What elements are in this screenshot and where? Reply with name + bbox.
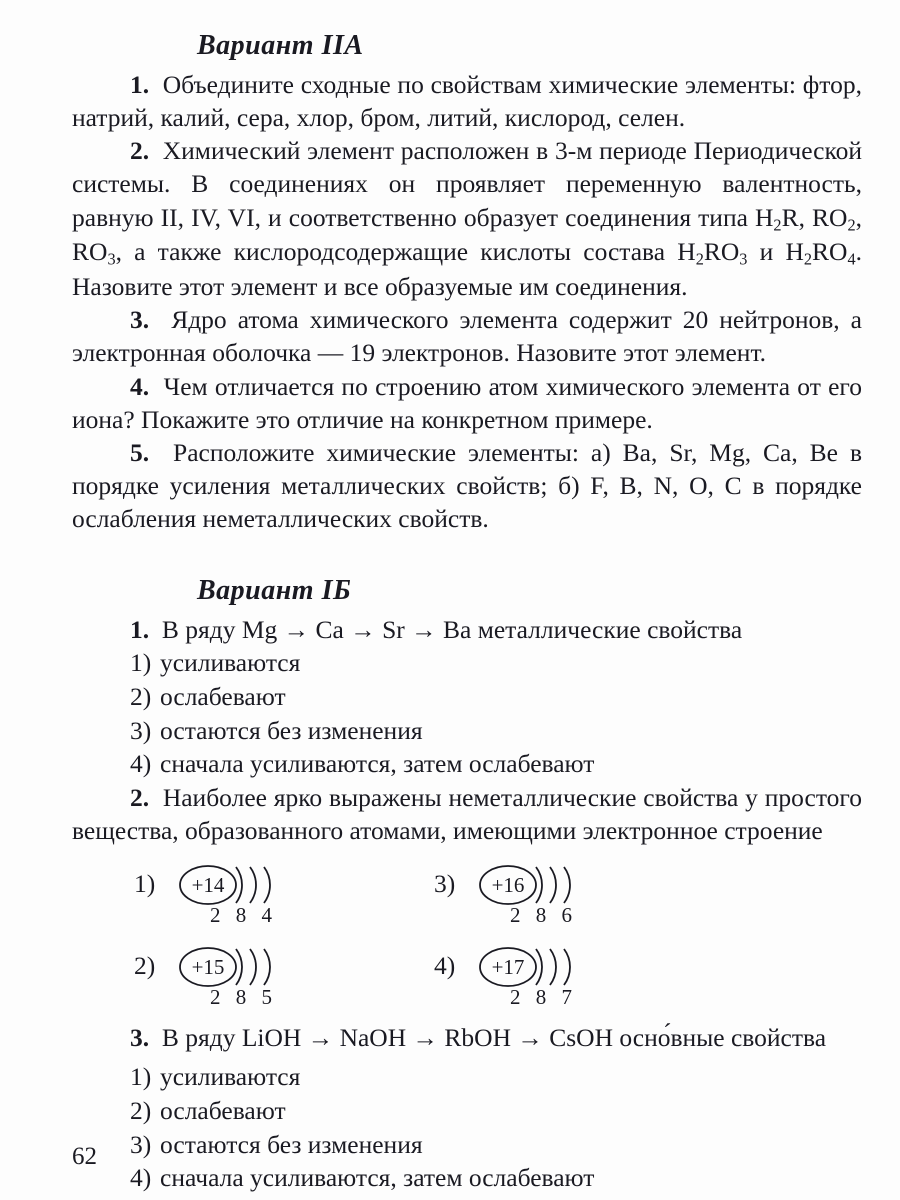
option-marker: 2) [130, 1096, 152, 1126]
formula-subscript: 3 [107, 249, 116, 269]
task-4 [72, 370, 862, 436]
atom-diagram [474, 945, 624, 1011]
option-marker: 4) [130, 749, 152, 779]
option-label: усиливаются [160, 1062, 301, 1092]
task-text-part: Химический элемент расположен в 3-м периоде Периодической системы. В соединениях он проявляет переменную валентность, равную II, IV, VI, и соответственно образует соединения типа H [72, 136, 862, 232]
task-text-part: и H [747, 237, 804, 267]
page-number: 62 [72, 1143, 97, 1170]
task-5 [72, 436, 862, 535]
option-marker: 1) [134, 869, 156, 899]
atom-option-2[interactable] [134, 945, 434, 1011]
nucleus-charge: +16 [491, 873, 525, 898]
task-3 [72, 303, 862, 369]
task-text-part: . Назовите этот элемент и все образуемые им соединения. [72, 237, 863, 302]
task-text-part: RO [812, 237, 848, 267]
option-marker: 4) [130, 1163, 152, 1193]
atom-diagram [174, 863, 324, 929]
nucleus-charge: +15 [191, 955, 225, 980]
question-1 [72, 613, 862, 646]
section-heading-variant-1b: Вариант IБ [197, 575, 352, 607]
atom-diagram [474, 863, 624, 929]
option-marker: 2) [130, 682, 152, 712]
question-number: 1. [130, 615, 150, 645]
question-3-options [72, 1060, 862, 1195]
option-label: ослабевают [160, 1096, 286, 1126]
task-text: Расположите химические элементы: а) Ba, Sr, Mg, Ca, Be в порядке усиления металлических свойств; б) F, B, N, O, C в порядке ослабления неметаллических свойств. [72, 437, 862, 534]
task-number: 5. [130, 437, 150, 467]
option-marker: 3) [130, 1129, 152, 1159]
formula-subscript: 3 [739, 249, 748, 269]
atom-option-3[interactable] [434, 863, 734, 929]
task-text: Ядро атома химического элемента содержит 20 нейтронов, а электронная оболочка — 19 электронов. Назовите этот элемент. [72, 305, 863, 368]
task-2 [72, 134, 862, 303]
option-item[interactable] [72, 1128, 862, 1162]
question-2 [72, 781, 862, 847]
option-label: сначала усиливаются, затем ослабевают [160, 749, 595, 779]
option-marker: 1) [130, 1062, 152, 1092]
option-item[interactable] [72, 1161, 862, 1195]
section-heading-variant-2a: Вариант IIА [197, 30, 364, 61]
option-marker: 4) [434, 951, 456, 981]
option-label: остаются без изменения [160, 1129, 423, 1159]
option-marker: 2) [134, 951, 156, 981]
atom-option-4[interactable] [434, 945, 734, 1011]
option-marker: 3) [434, 869, 456, 899]
question-text: В ряду LiOH → NaOH → RbOH → CsOH осно́вные свойства [161, 1023, 827, 1053]
task-1 [72, 68, 862, 134]
task-text: Объедините сходные по свойствам химические элементы: фтор, натрий, калий, сера, хлор, бром, литий, кислород, селен. [72, 70, 862, 133]
question-3 [72, 1021, 862, 1054]
task-text-part: RO [703, 237, 740, 267]
task-text-part: , RO [72, 202, 862, 267]
task-number: 4. [130, 371, 150, 401]
option-label: ослабевают [160, 682, 286, 712]
option-item[interactable] [72, 714, 862, 748]
shell-electron-counts: 2 8 7 [510, 985, 577, 1010]
formula-subscript: 2 [695, 249, 704, 269]
option-label: усиливаются [160, 648, 301, 678]
page-content [72, 30, 862, 1195]
option-item[interactable] [72, 747, 862, 781]
question-1-options [72, 646, 862, 781]
task-text: Чем отличается по строению атом химического элемента от его иона? Покажите это отличие на конкретном примере. [72, 371, 863, 434]
task-number: 2. [130, 136, 150, 166]
question-text: Наиболее ярко выражены неметаллические свойства у простого вещества, образованного атомами, имеющими электронное строение [72, 782, 862, 846]
atom-diagram-grid [72, 863, 862, 1011]
formula-subscript: 2 [803, 249, 813, 269]
atom-diagram [174, 945, 324, 1011]
formula-subscript: 2 [847, 215, 856, 235]
task-number: 1. [130, 70, 150, 99]
option-item[interactable] [72, 646, 862, 680]
option-marker: 1) [130, 648, 152, 678]
task-text-part: R, RO [781, 202, 848, 232]
option-item[interactable] [72, 1060, 862, 1094]
shell-electron-counts: 2 8 4 [210, 903, 277, 928]
option-label: сначала усиливаются, затем ослабевают [160, 1163, 595, 1193]
question-number: 2. [130, 782, 150, 812]
task-number: 3. [130, 305, 150, 335]
question-text: В ряду Mg → Ca → Sr → Ba металлические свойства [161, 615, 743, 645]
task-text-part: , а также кислородсодержащие кислоты состава H [115, 237, 696, 267]
nucleus-charge: +17 [491, 955, 525, 980]
formula-subscript: 4 [847, 249, 856, 269]
nucleus-charge: +14 [191, 873, 225, 898]
shell-electron-counts: 2 8 5 [210, 985, 277, 1010]
option-marker: 3) [130, 715, 152, 745]
formula-subscript: 2 [773, 215, 782, 235]
atom-option-1[interactable] [134, 863, 434, 929]
shell-electron-counts: 2 8 6 [510, 903, 577, 928]
option-item[interactable] [72, 1094, 862, 1128]
option-label: остаются без изменения [160, 715, 423, 745]
question-number: 3. [130, 1023, 150, 1053]
option-item[interactable] [72, 680, 862, 714]
